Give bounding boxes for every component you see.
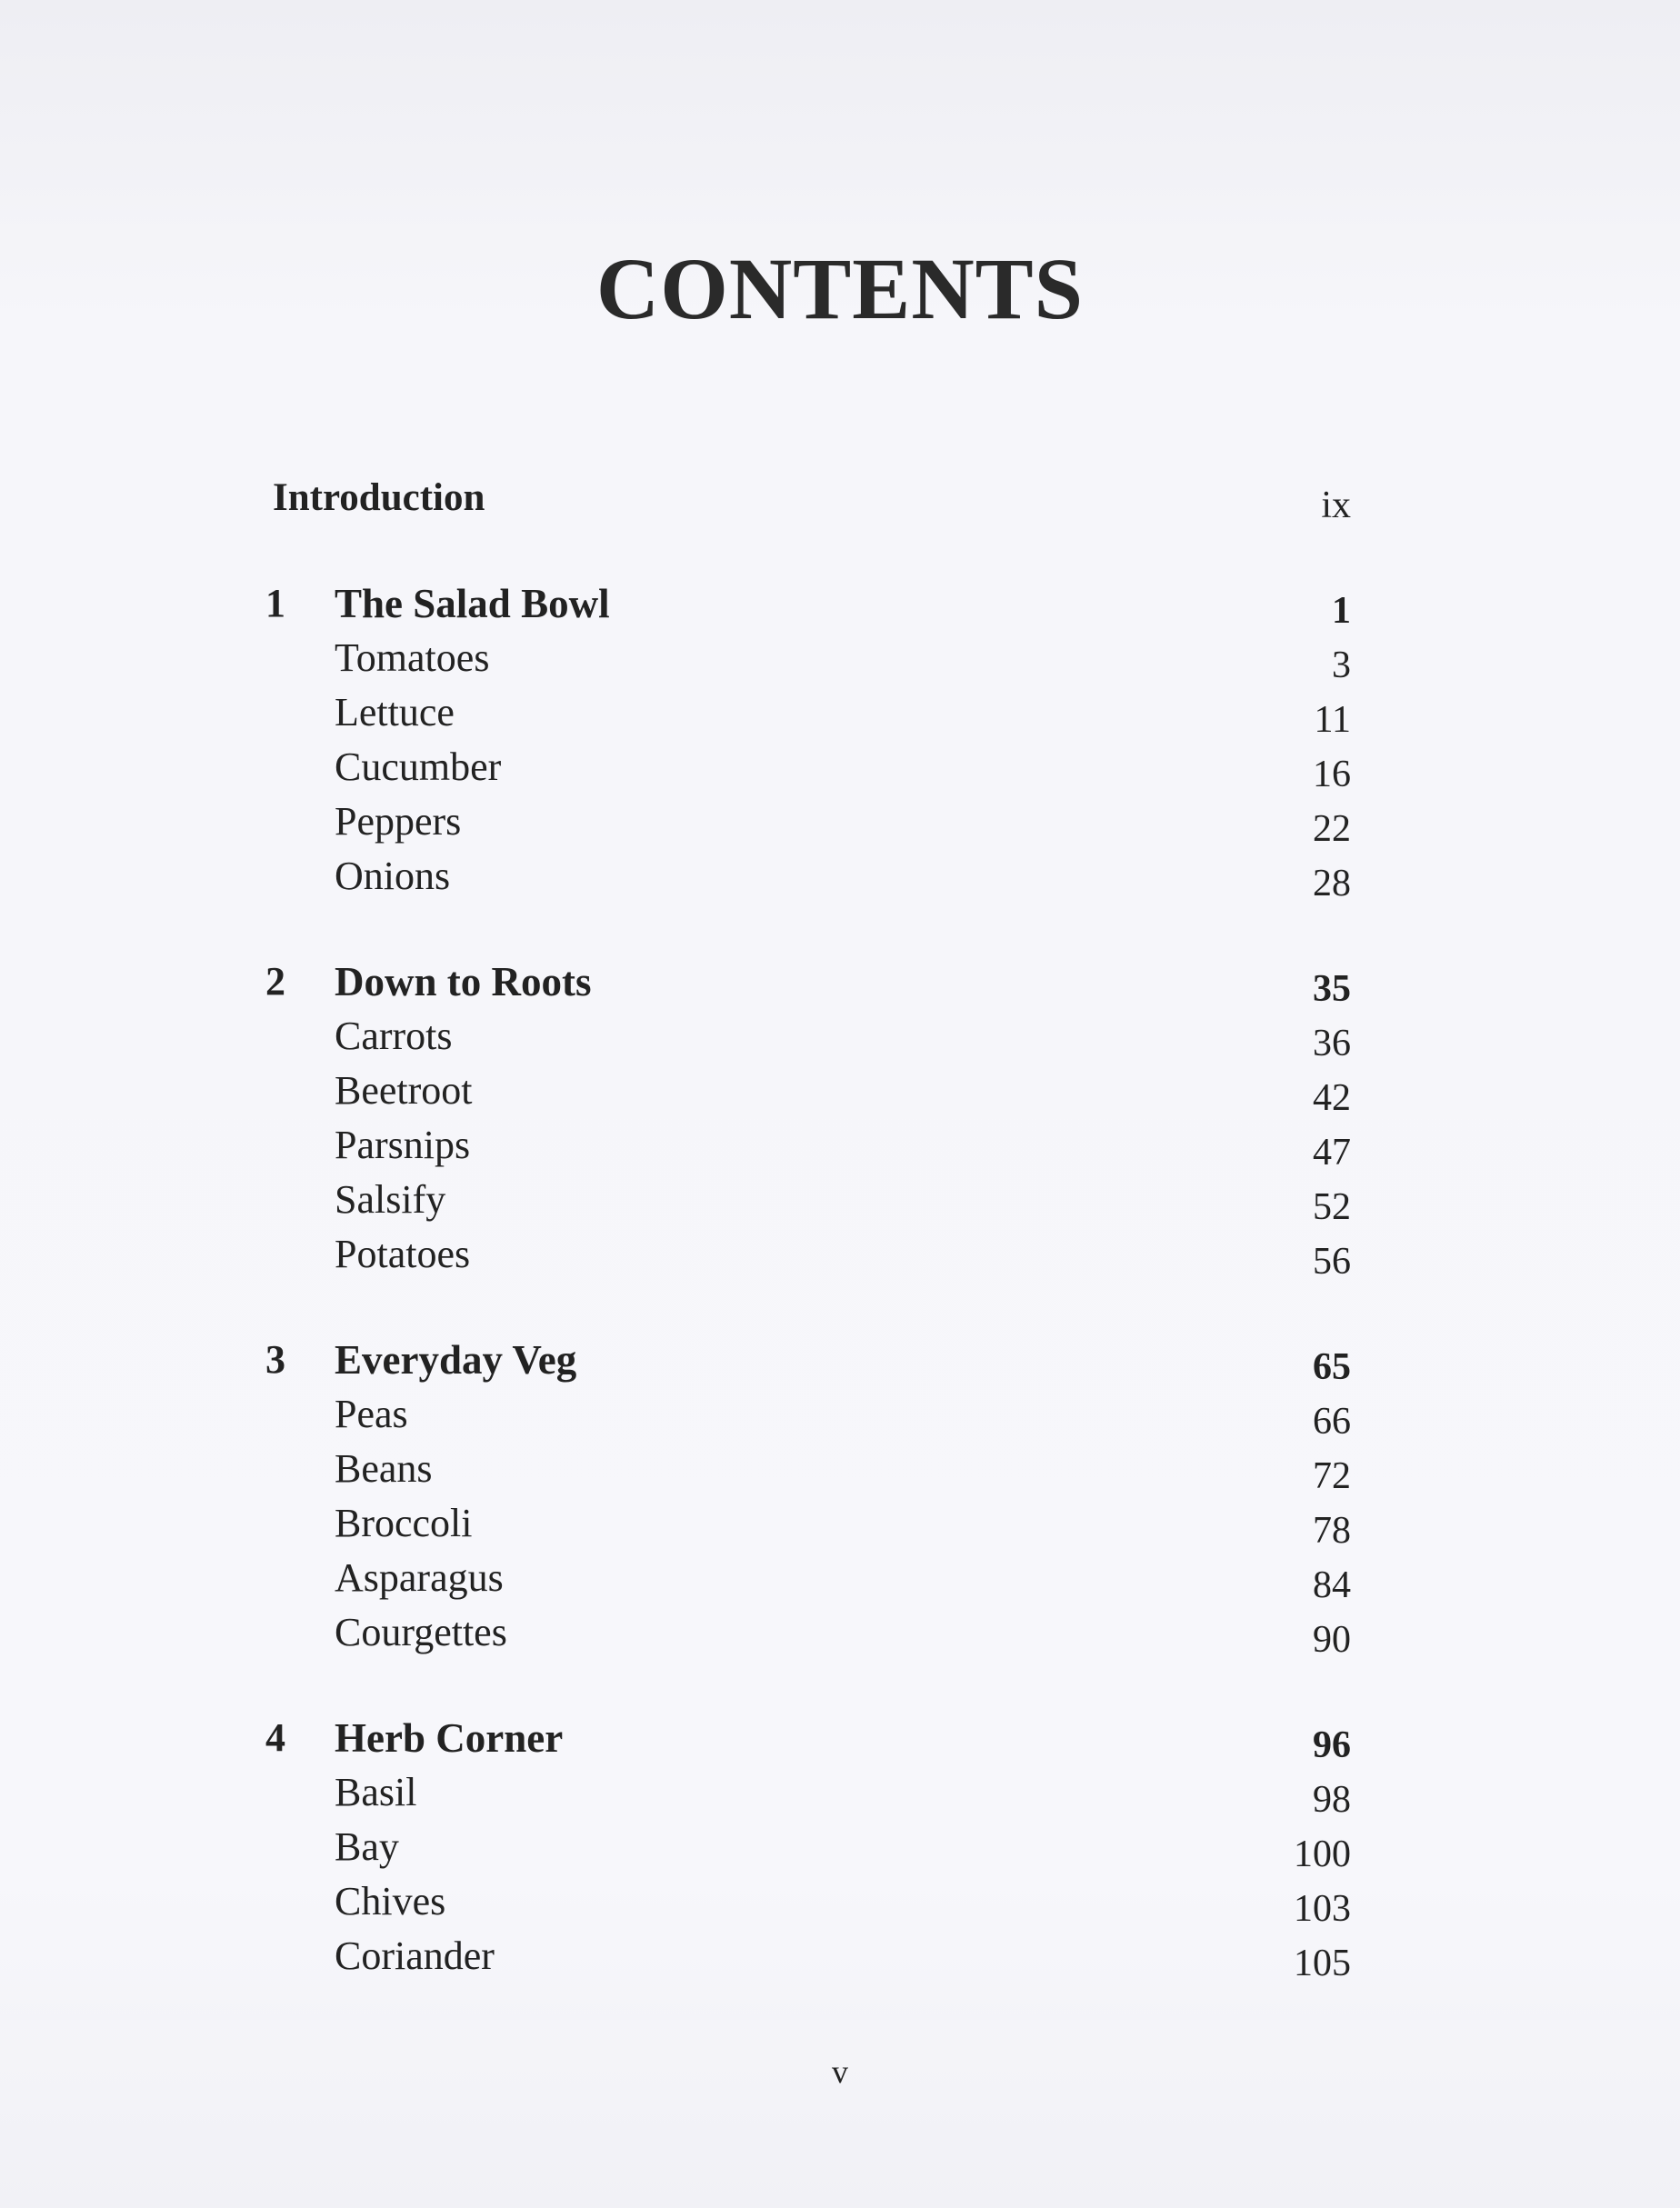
item-label: Onions	[335, 854, 451, 898]
toc-chapter-2[interactable]	[0, 954, 1680, 1009]
item-page: 84	[1313, 1564, 1351, 1606]
chapter-title: The Salad Bowl	[335, 581, 610, 626]
toc-entry-introduction[interactable]	[0, 471, 1680, 525]
item-page: 56	[1313, 1241, 1351, 1283]
chapter-number: 2	[265, 959, 285, 1004]
item-page: 16	[1313, 754, 1351, 795]
item-page: 105	[1294, 1943, 1351, 1984]
item-page: 3	[1332, 644, 1351, 686]
chapter-number: 3	[265, 1337, 285, 1382]
page-title: CONTENTS	[595, 240, 1085, 337]
introduction-page: ix	[1321, 485, 1351, 526]
item-label: Parsnips	[335, 1123, 471, 1167]
item-page: 36	[1313, 1023, 1351, 1064]
item-label: Salsify	[335, 1177, 446, 1222]
toc-chapter-3[interactable]	[0, 1333, 1680, 1387]
item-label: Coriander	[335, 1933, 495, 1978]
chapter-number: 1	[265, 581, 285, 625]
toc-item[interactable]	[0, 794, 1680, 849]
page-folio: v	[832, 2053, 848, 2090]
toc-item[interactable]	[0, 1064, 1680, 1118]
toc-item[interactable]	[0, 1820, 1680, 1874]
item-page: 66	[1313, 1401, 1351, 1443]
item-label: Beetroot	[335, 1068, 473, 1113]
toc-item[interactable]	[0, 1874, 1680, 1929]
chapter-page: 96	[1313, 1724, 1351, 1766]
toc-item[interactable]	[0, 1929, 1680, 1983]
item-label: Basil	[335, 1770, 417, 1814]
chapter-page: 35	[1313, 968, 1351, 1010]
item-page: 100	[1294, 1833, 1351, 1875]
item-page: 98	[1313, 1779, 1351, 1821]
toc-chapter-1[interactable]	[0, 576, 1680, 631]
chapter-number: 4	[265, 1715, 285, 1760]
item-page: 42	[1313, 1077, 1351, 1119]
chapter-title: Everyday Veg	[335, 1337, 577, 1383]
item-page: 11	[1314, 699, 1351, 741]
item-label: Peas	[335, 1392, 408, 1436]
item-label: Potatoes	[335, 1232, 471, 1276]
item-page: 72	[1313, 1455, 1351, 1497]
item-label: Lettuce	[335, 690, 455, 734]
item-label: Beans	[335, 1446, 433, 1491]
toc-item[interactable]	[0, 849, 1680, 904]
toc-item[interactable]	[0, 1551, 1680, 1605]
toc-item[interactable]	[0, 1496, 1680, 1551]
chapter-title: Down to Roots	[335, 959, 592, 1004]
toc-item[interactable]	[0, 631, 1680, 685]
toc-chapter-4[interactable]	[0, 1711, 1680, 1765]
item-label: Peppers	[335, 799, 462, 844]
item-page: 22	[1313, 808, 1351, 850]
item-label: Bay	[335, 1824, 399, 1869]
item-label: Tomatoes	[335, 635, 490, 680]
item-page: 52	[1313, 1186, 1351, 1228]
toc-item[interactable]	[0, 1118, 1680, 1173]
toc-item[interactable]	[0, 685, 1680, 740]
item-label: Courgettes	[335, 1610, 507, 1654]
introduction-label: Introduction	[273, 476, 485, 519]
item-label: Broccoli	[335, 1501, 473, 1545]
chapter-page: 1	[1332, 590, 1351, 632]
item-label: Cucumber	[335, 744, 502, 789]
toc-item[interactable]	[0, 1442, 1680, 1496]
chapter-title: Herb Corner	[335, 1715, 564, 1761]
toc-item[interactable]	[0, 740, 1680, 794]
toc-item[interactable]	[0, 1173, 1680, 1227]
toc-item[interactable]	[0, 1765, 1680, 1820]
item-label: Asparagus	[335, 1555, 504, 1600]
toc-item[interactable]	[0, 1605, 1680, 1660]
chapter-page: 65	[1313, 1346, 1351, 1388]
item-page: 47	[1313, 1132, 1351, 1174]
toc-item[interactable]	[0, 1387, 1680, 1442]
item-page: 78	[1313, 1510, 1351, 1552]
item-label: Carrots	[335, 1014, 453, 1058]
item-page: 90	[1313, 1619, 1351, 1661]
item-page: 28	[1313, 863, 1351, 904]
toc-item[interactable]	[0, 1227, 1680, 1282]
item-label: Chives	[335, 1879, 446, 1923]
toc-item[interactable]	[0, 1009, 1680, 1064]
item-page: 103	[1294, 1888, 1351, 1930]
